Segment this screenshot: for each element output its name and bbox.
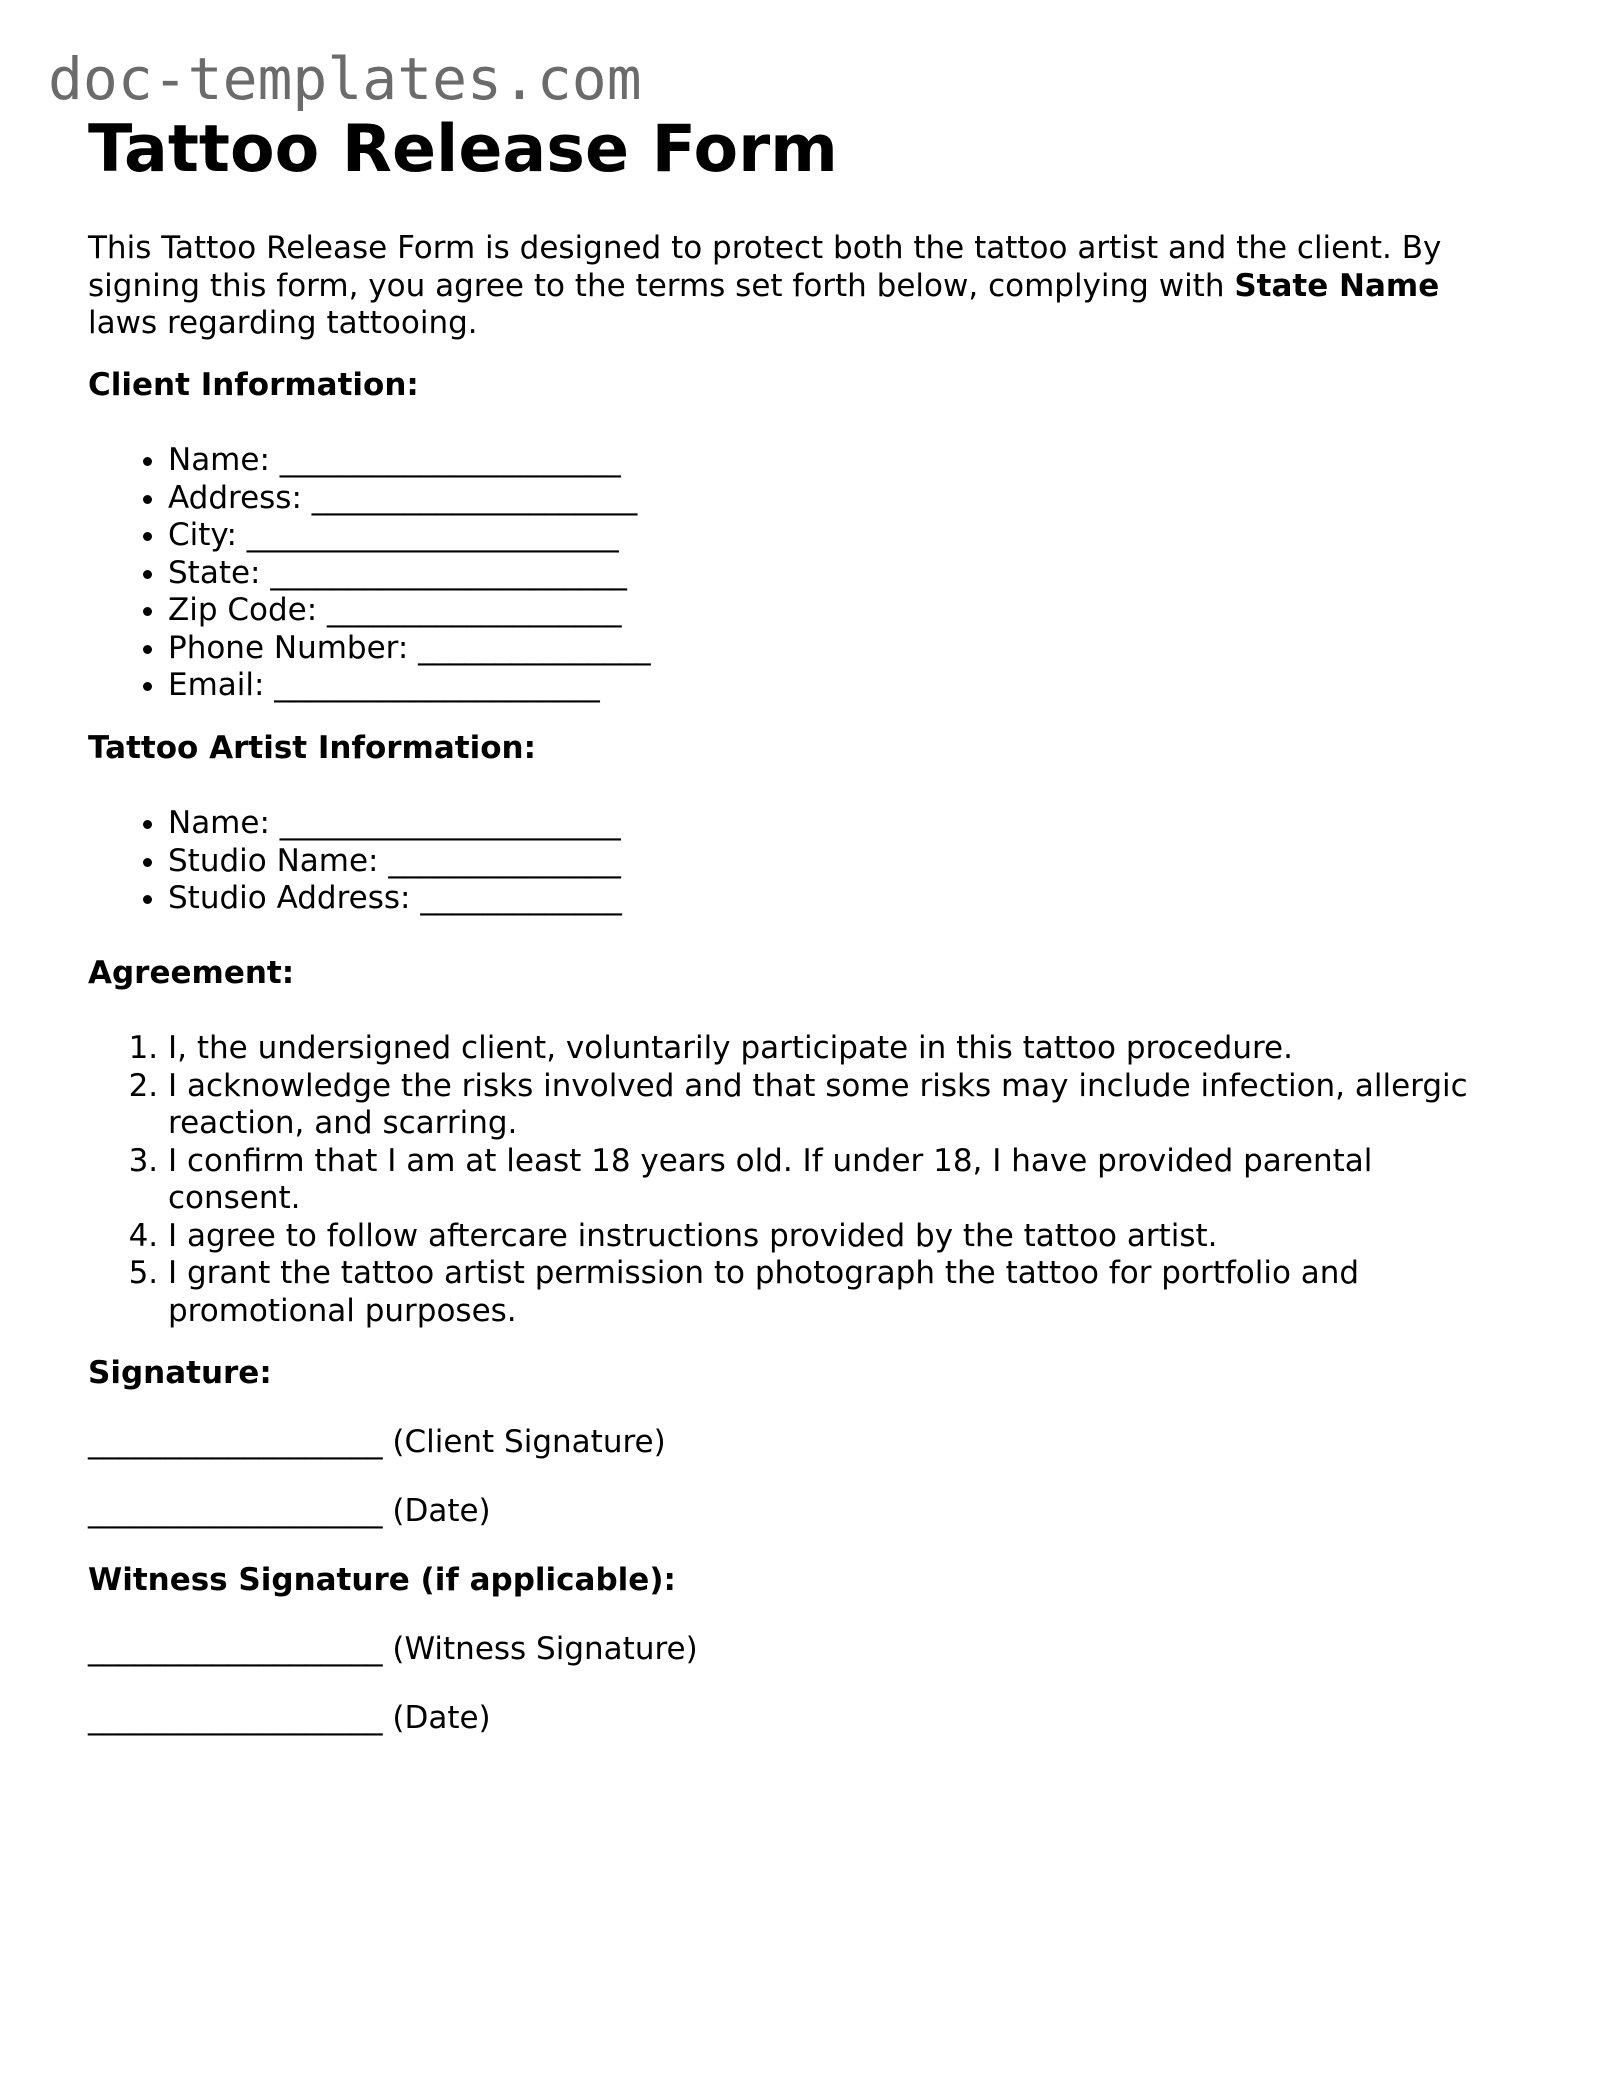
agreement-item: 3. I confirm that I am at least 18 years old. If under 18, I have provided parental consent. <box>168 1143 1488 1218</box>
artist-name-field[interactable]: • Name: ______________________ <box>168 805 1488 843</box>
client-phone-field[interactable]: • Phone Number: _______________ <box>168 630 1488 668</box>
artist-info-list <box>88 805 1488 918</box>
witness-signature-line[interactable]: ___________________ (Witness Signature) <box>88 1631 698 1667</box>
agreement-item: 4. I agree to follow aftercare instructions provided by the tattoo artist. <box>168 1218 1488 1256</box>
intro-paragraph <box>88 230 1508 343</box>
witness-heading: Witness Signature (if applicable): <box>88 1562 676 1598</box>
agreement-item: 1. I, the undersigned client, voluntarily participate in this tattoo procedure. <box>168 1030 1488 1068</box>
client-address-field[interactable]: • Address: _____________________ <box>168 480 1488 518</box>
intro-state-name: State Name <box>1234 267 1440 304</box>
client-info-list <box>88 442 1488 705</box>
intro-text-before: This Tattoo Release Form is designed to protect both the tattoo artist and the client. By signing this form, you agree to the terms set forth below, complying with <box>88 230 1442 304</box>
watermark: doc-templates.com <box>48 45 642 113</box>
client-email-field[interactable]: • Email: _____________________ <box>168 667 1488 705</box>
client-city-field[interactable]: • City: ________________________ <box>168 517 1488 555</box>
agreement-list <box>88 1030 1488 1330</box>
intro-text-after: laws regarding tattooing. <box>88 305 478 341</box>
agreement-item: 5. I grant the tattoo artist permission to photograph the tattoo for portfolio and promotional purposes. <box>168 1255 1488 1330</box>
agreement-item: 2. I acknowledge the risks involved and that some risks may include infection, allergic reaction, and scarring. <box>168 1068 1488 1143</box>
signature-heading: Signature: <box>88 1355 272 1391</box>
artist-info-heading: Tattoo Artist Information: <box>88 730 536 766</box>
client-info-heading: Client Information: <box>88 367 419 403</box>
client-signature-line[interactable]: ___________________ (Client Signature) <box>88 1424 666 1460</box>
client-name-field[interactable]: • Name: ______________________ <box>168 442 1488 480</box>
document-page <box>88 110 1508 1736</box>
client-zip-field[interactable]: • Zip Code: ___________________ <box>168 592 1488 630</box>
agreement-heading: Agreement: <box>88 955 295 991</box>
witness-date-line[interactable]: ___________________ (Date) <box>88 1700 491 1736</box>
client-date-line[interactable]: ___________________ (Date) <box>88 1493 491 1529</box>
studio-name-field[interactable]: • Studio Name: _______________ <box>168 843 1488 881</box>
studio-address-field[interactable]: • Studio Address: _____________ <box>168 880 1488 918</box>
page-title: Tattoo Release Form <box>88 112 838 187</box>
client-state-field[interactable]: • State: _______________________ <box>168 555 1488 593</box>
